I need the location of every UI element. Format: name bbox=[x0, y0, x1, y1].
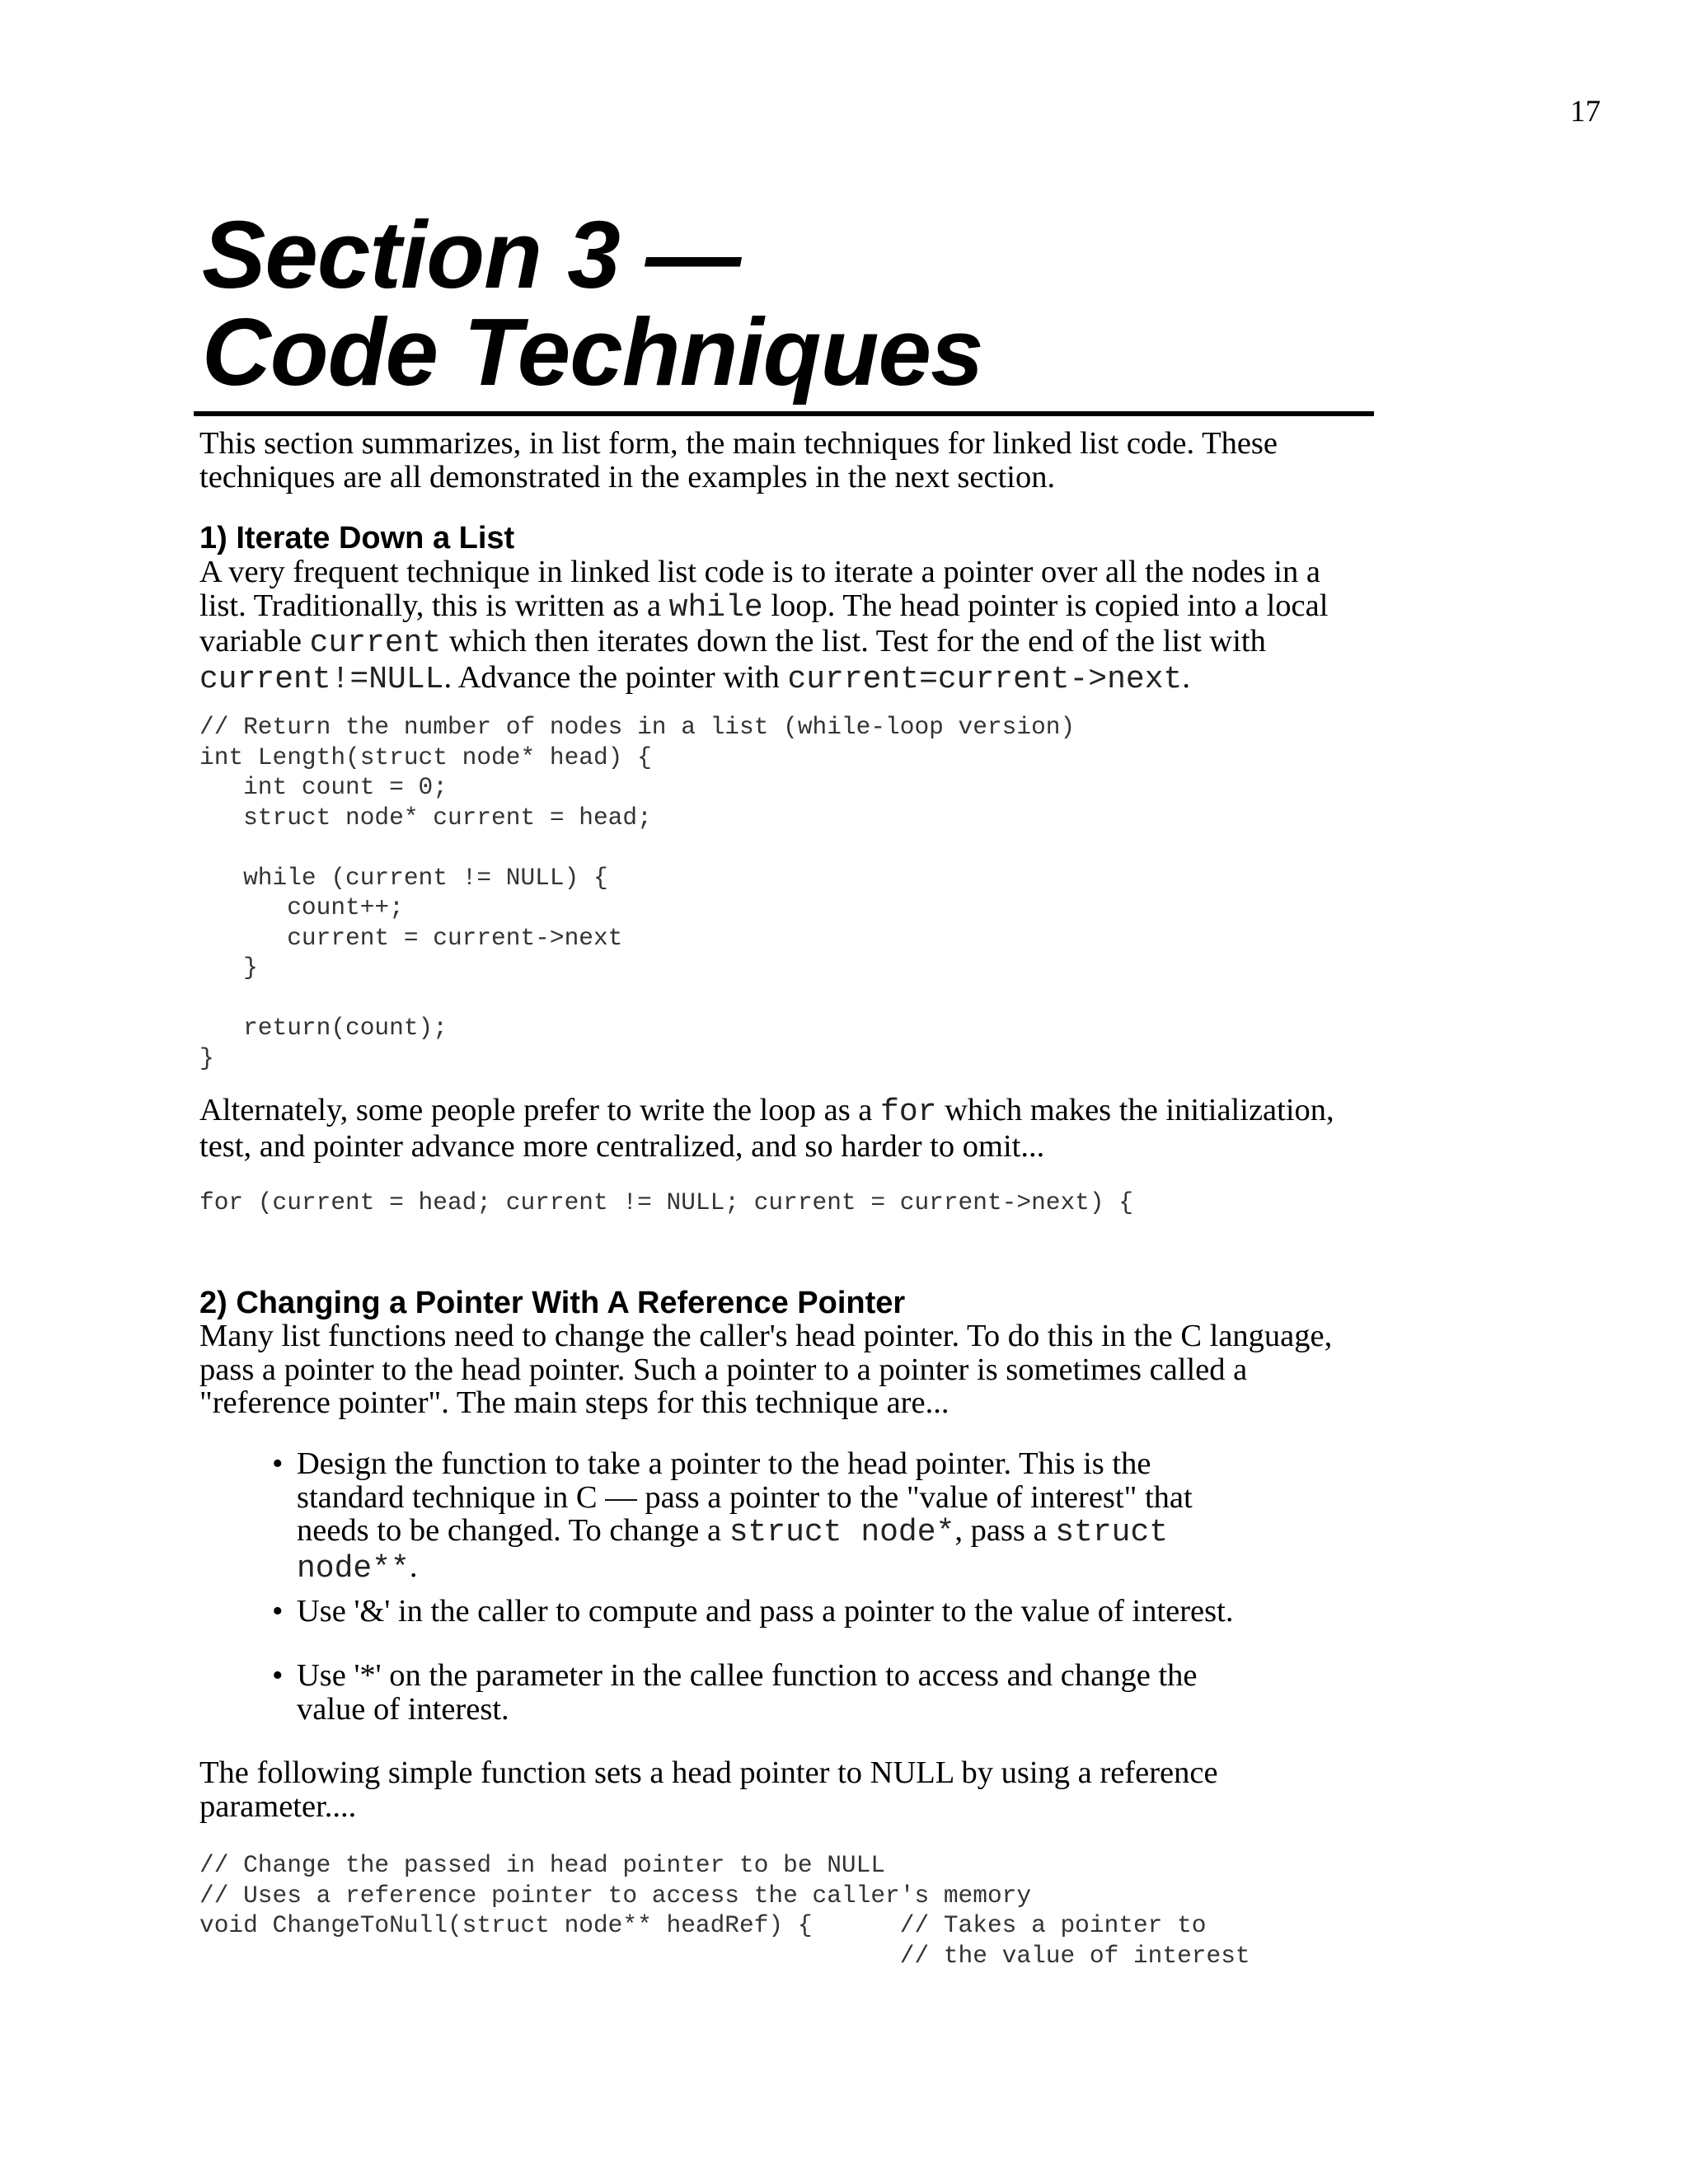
s2-p2-line: parameter.... bbox=[199, 1788, 357, 1824]
code-listing: // Return the number of nodes in a list (while-loop version) int Length(struct node* head) { int count = 0; struct node* current = head; while (current != NULL) { count++; current = current->next } return(count); } bbox=[199, 713, 1076, 1072]
s1-p2-line bbox=[199, 1094, 1403, 1130]
intro-paragraph bbox=[199, 427, 1403, 494]
code-listing: for (current = head; current != NULL; current = current->next) { bbox=[199, 1188, 1133, 1216]
list-item bbox=[199, 1595, 1403, 1629]
inline-code: current!=NULL bbox=[199, 661, 444, 697]
bullet-dot: • bbox=[272, 1658, 284, 1693]
section-title bbox=[202, 201, 1389, 405]
bullet-items bbox=[199, 1447, 1403, 1586]
code-block-length bbox=[199, 712, 1403, 1073]
title-rule bbox=[194, 411, 1374, 416]
text-run: Alternately, some people prefer to write the loop as a bbox=[199, 1093, 881, 1127]
bullet-line bbox=[297, 1550, 1403, 1586]
text-run: variable bbox=[199, 624, 310, 658]
bullet-items bbox=[199, 1659, 1403, 1726]
inline-code: node** bbox=[297, 1550, 410, 1586]
s2-p2-line: The following simple function sets a head pointer to NULL by using a reference bbox=[199, 1755, 1218, 1790]
s2-heading: 2) Changing a Pointer With A Reference Pointer bbox=[199, 1286, 906, 1320]
s2-paragraph-2 bbox=[199, 1756, 1403, 1823]
bullet-line: standard technique in C — pass a pointer to the "value of interest" that bbox=[297, 1479, 1193, 1515]
s1-p1-line bbox=[199, 661, 1403, 697]
list-item bbox=[199, 1447, 1403, 1586]
s1-p1-line bbox=[199, 625, 1403, 661]
s2-heading-block bbox=[199, 1286, 1403, 1320]
text-run: , pass a bbox=[954, 1513, 1056, 1548]
bullet-line: Use '&' in the caller to compute and pass a pointer to the value of interest. bbox=[297, 1594, 1234, 1629]
intro-line: techniques are all demonstrated in the examples in the next section. bbox=[199, 459, 1056, 494]
bullet-list-2 bbox=[199, 1595, 1403, 1629]
s1-p2-line: test, and pointer advance more centralized, and so harder to omit... bbox=[199, 1128, 1045, 1164]
code-block-for bbox=[199, 1188, 1403, 1218]
section-title-line2: Code Techniques bbox=[202, 298, 983, 405]
s2-p1-line: "reference pointer". The main steps for this technique are... bbox=[199, 1385, 950, 1420]
text-run: . Advance the pointer with bbox=[443, 659, 788, 695]
bullet-dot: • bbox=[272, 1446, 284, 1481]
s1-paragraph bbox=[199, 555, 1403, 696]
bullet-items bbox=[199, 1595, 1403, 1629]
bullet-list bbox=[199, 1447, 1403, 1586]
text-run: which then iterates down the list. Test for the end of the list with bbox=[441, 624, 1266, 658]
inline-code: struct bbox=[1055, 1515, 1169, 1550]
page-number: 17 bbox=[1570, 95, 1601, 129]
s2-p1-line: pass a pointer to the head pointer. Such a pointer to a pointer is sometimes called a bbox=[199, 1352, 1248, 1387]
text-run: list. Traditionally, this is written as a bbox=[199, 588, 669, 623]
section-title-line1: Section 3 — bbox=[202, 201, 740, 308]
s1-p1-line bbox=[199, 589, 1403, 626]
text-run: . bbox=[409, 1549, 418, 1584]
bullet-line: Design the function to take a pointer to the head pointer. This is the bbox=[297, 1446, 1151, 1481]
inline-code: struct node* bbox=[729, 1515, 955, 1550]
s1-p1-line: A very frequent technique in linked list code is to iterate a pointer over all the nodes in a bbox=[199, 555, 1320, 589]
code-listing: // Change the passed in head pointer to be NULL // Uses a reference pointer to access the caller's memory void ChangeToNull(struct node** headRef) { // Takes a pointer to // the value of interest bbox=[199, 1851, 1250, 1970]
bullet-line: Use '*' on the parameter in the callee function to access and change the bbox=[297, 1658, 1198, 1693]
code-block-changetonull bbox=[199, 1850, 1403, 1971]
bullet-line bbox=[297, 1514, 1403, 1550]
text-run: needs to be changed. To change a bbox=[297, 1513, 729, 1548]
list-item bbox=[199, 1659, 1403, 1726]
s1-paragraph-2 bbox=[199, 1094, 1403, 1163]
s1-heading: 1) Iterate Down a List bbox=[199, 521, 515, 555]
text-run: loop. The head pointer is copied into a local bbox=[762, 588, 1329, 623]
bullet-dot: • bbox=[272, 1594, 284, 1629]
bullet-line: value of interest. bbox=[297, 1691, 509, 1727]
text-run: . bbox=[1182, 659, 1190, 695]
inline-code: current bbox=[309, 626, 442, 661]
s1-heading-block bbox=[199, 522, 1403, 555]
s2-p1-line: Many list functions need to change the caller's head pointer. To do this in the C language, bbox=[199, 1319, 1333, 1353]
text-run: which makes the initialization, bbox=[936, 1093, 1334, 1127]
intro-line: This section summarizes, in list form, the main techniques for linked list code. These bbox=[199, 426, 1278, 461]
inline-code: for bbox=[880, 1094, 937, 1130]
bullet-list-3 bbox=[199, 1659, 1403, 1726]
s2-paragraph bbox=[199, 1319, 1403, 1420]
inline-code: current=current->next bbox=[787, 661, 1183, 697]
inline-code: while bbox=[668, 589, 763, 626]
